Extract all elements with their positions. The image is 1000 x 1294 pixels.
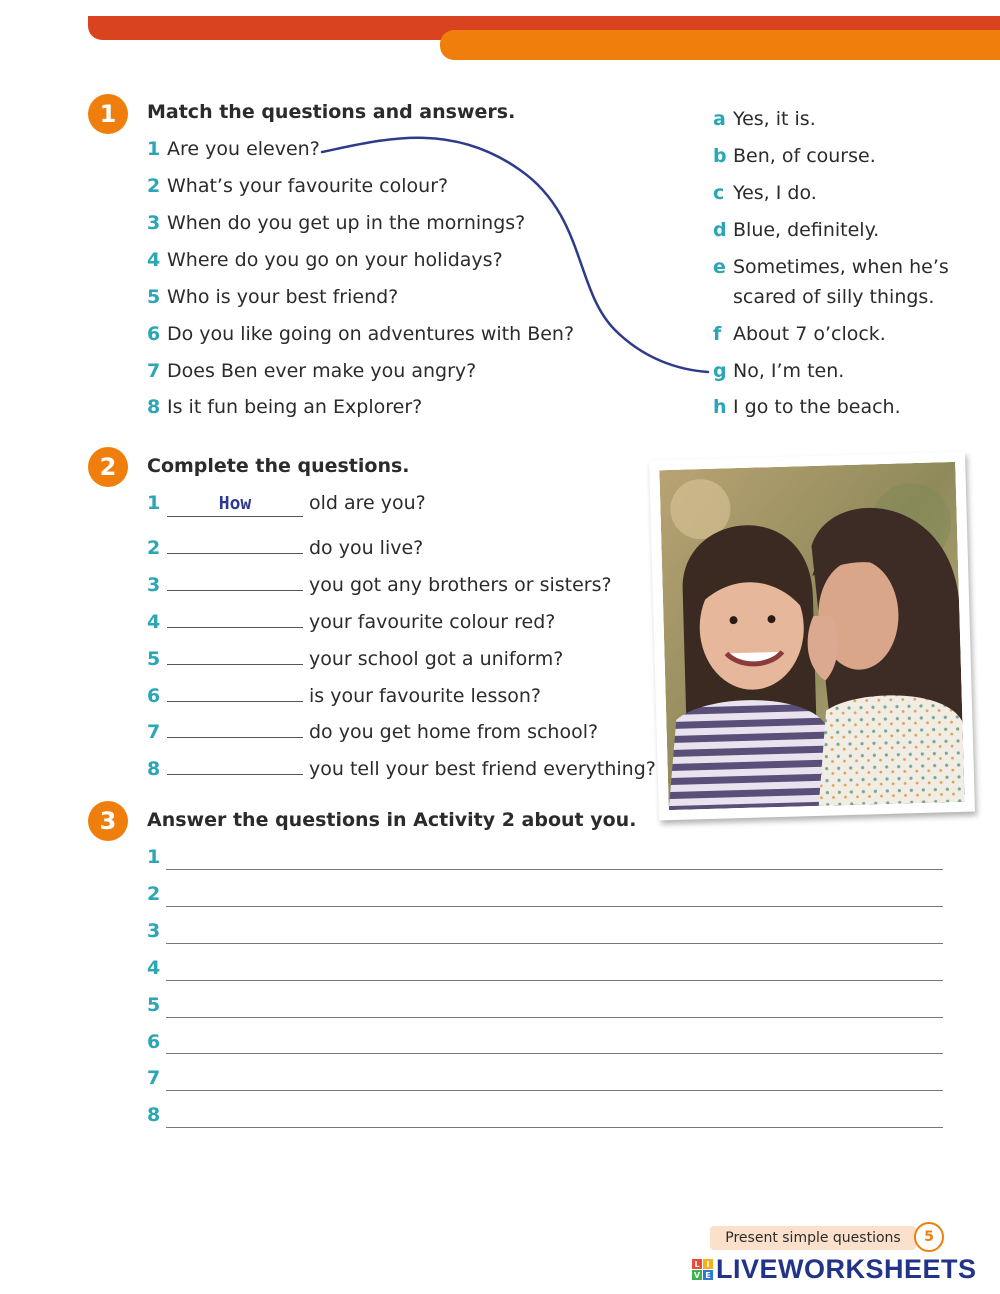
- answer-line[interactable]: [166, 1053, 943, 1054]
- answer-line[interactable]: [166, 943, 943, 944]
- activity-1-instruction: Match the questions and answers.: [147, 101, 516, 123]
- answer-blank[interactable]: How: [167, 492, 303, 517]
- question-item: 6 Do you like going on adventures with Ben?: [147, 323, 575, 345]
- complete-item: 6 is your favourite lesson?: [147, 677, 541, 707]
- question-item: 3 When do you get up in the mornings?: [147, 212, 526, 234]
- liveworksheets-logo[interactable]: [692, 1254, 977, 1285]
- answer-item[interactable]: a Yes, it is.: [713, 108, 816, 130]
- question-item: 7 Does Ben ever make you angry?: [147, 360, 477, 382]
- match-line-1-g: [0, 0, 1000, 440]
- answer-item[interactable]: f About 7 o’clock.: [713, 323, 886, 345]
- answer-line-label: 1: [147, 846, 161, 868]
- answer-line-label: 4: [147, 957, 161, 979]
- question-item: 2 What’s your favourite colour?: [147, 175, 449, 197]
- answer-blank[interactable]: [167, 750, 303, 775]
- page-number: 5: [914, 1222, 944, 1252]
- answer-item[interactable]: d Blue, definitely.: [713, 219, 880, 241]
- answer-line[interactable]: [166, 869, 943, 870]
- question-item: 4 Where do you go on your holidays?: [147, 249, 503, 271]
- answer-line[interactable]: [166, 906, 943, 907]
- activity-3-instruction: Answer the questions in Activity 2 about you.: [147, 809, 637, 831]
- answer-line[interactable]: [166, 980, 943, 981]
- answer-blank[interactable]: [167, 603, 303, 628]
- complete-item: 8 you tell your best friend everything?: [147, 750, 656, 780]
- answer-blank[interactable]: [167, 529, 303, 554]
- answer-blank[interactable]: [167, 566, 303, 591]
- answer-item[interactable]: c Yes, I do.: [713, 182, 817, 204]
- answer-line-label: 8: [147, 1104, 161, 1126]
- answer-item[interactable]: g No, I’m ten.: [713, 360, 845, 382]
- answer-line[interactable]: [166, 1017, 943, 1018]
- answer-line-label: 5: [147, 994, 161, 1016]
- complete-item: 5 your school got a uniform?: [147, 640, 563, 670]
- complete-item: 7 do you get home from school?: [147, 713, 598, 743]
- activity-2-instruction: Complete the questions.: [147, 455, 410, 477]
- activity-3-badge: 3: [88, 801, 128, 841]
- answer-line-label: 3: [147, 920, 161, 942]
- liveworksheets-logo-icon: L I V E: [692, 1259, 713, 1280]
- answer-item[interactable]: b Ben, of course.: [713, 145, 876, 167]
- activity-1-badge: 1: [88, 94, 128, 134]
- answer-blank[interactable]: [167, 713, 303, 738]
- answer-item[interactable]: e Sometimes, when he’s: [713, 256, 949, 278]
- photo-two-girls-whispering: [659, 462, 964, 810]
- activity-2-badge: 2: [88, 447, 128, 487]
- complete-item: 4 your favourite colour red?: [147, 603, 555, 633]
- answer-line[interactable]: [166, 1127, 943, 1128]
- complete-item: 2 do you live?: [147, 529, 423, 559]
- question-item: 5 Who is your best friend?: [147, 286, 399, 308]
- question-item: 1 Are you eleven?: [147, 138, 320, 160]
- photo-frame: [649, 452, 975, 821]
- answer-line-label: 7: [147, 1067, 161, 1089]
- answer-item-continuation: scared of silly things.: [733, 286, 935, 308]
- answer-blank[interactable]: [167, 640, 303, 665]
- liveworksheets-brand-text: LIVEWORKSHEETS: [716, 1254, 977, 1284]
- answer-line-label: 2: [147, 883, 161, 905]
- footer-topic: Present simple questions: [710, 1226, 916, 1250]
- answer-blank[interactable]: [167, 677, 303, 702]
- complete-item: 1 How old are you?: [147, 492, 426, 517]
- answer-item[interactable]: h I go to the beach.: [713, 396, 901, 418]
- answer-line[interactable]: [166, 1090, 943, 1091]
- question-item: 8 Is it fun being an Explorer?: [147, 396, 423, 418]
- complete-item: 3 you got any brothers or sisters?: [147, 566, 612, 596]
- answer-line-label: 6: [147, 1031, 161, 1053]
